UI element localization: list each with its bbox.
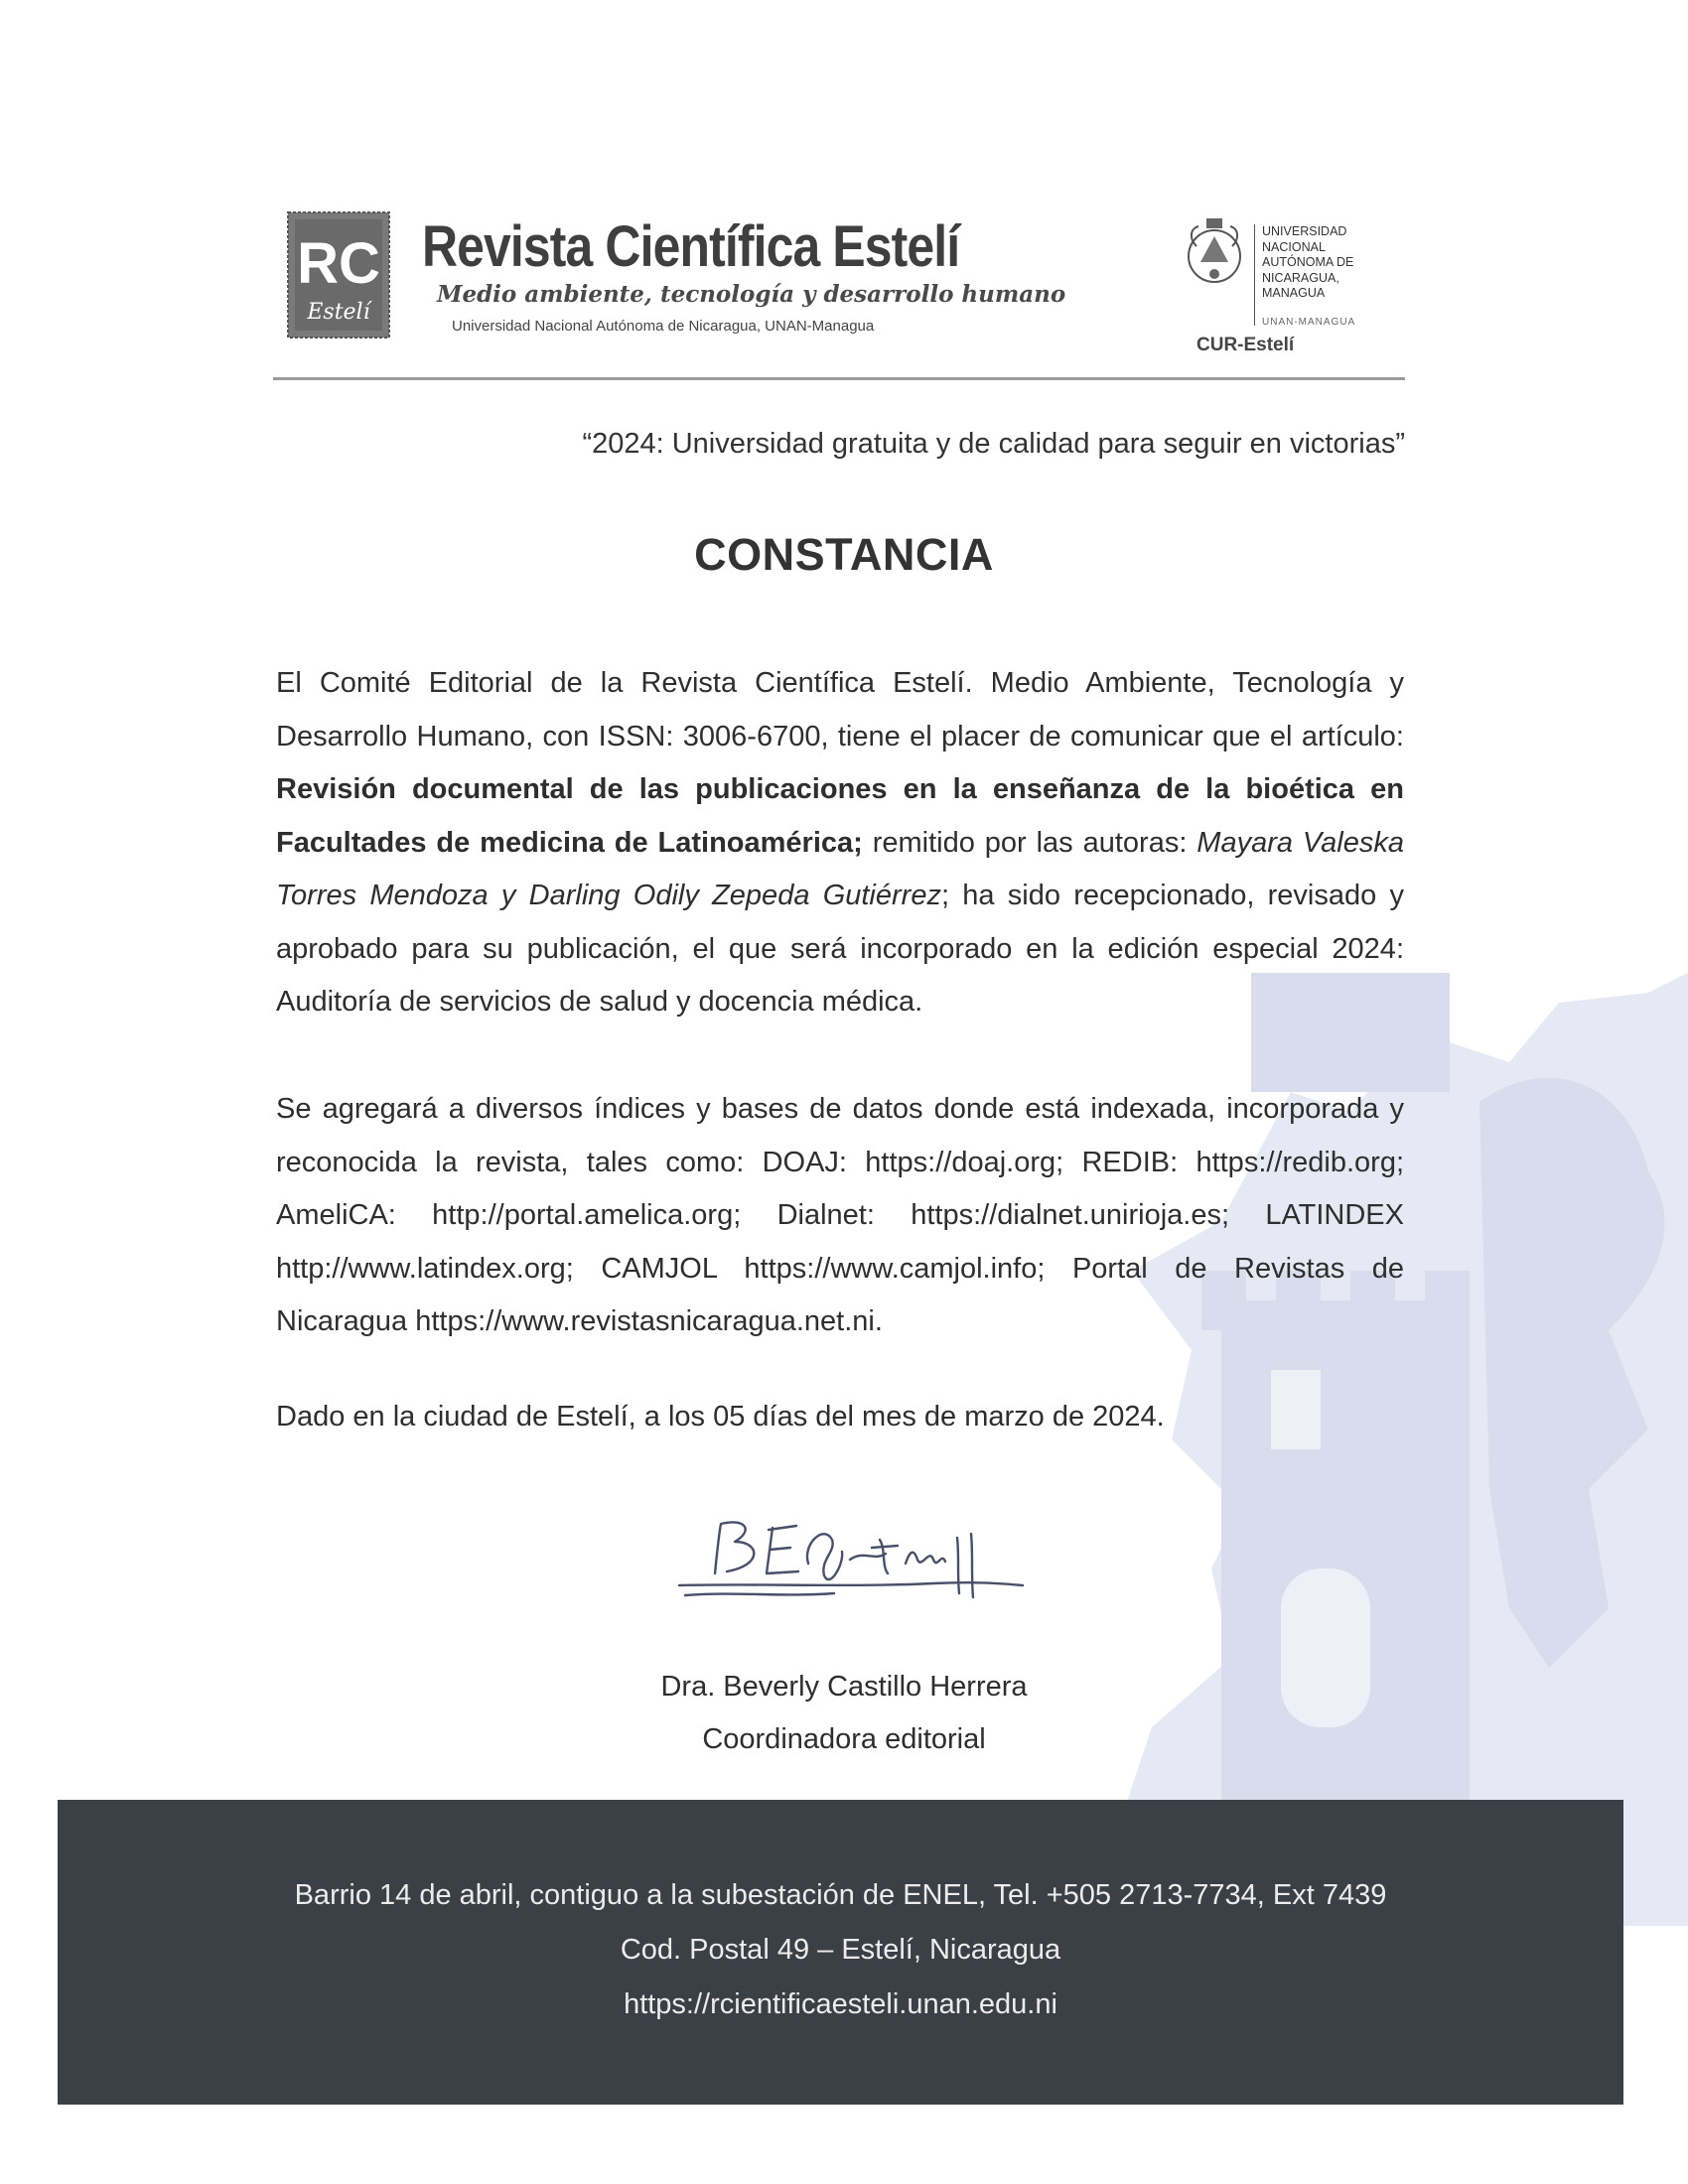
signer-role: Coordinadora editorial <box>702 1723 986 1755</box>
paragraph-end: ; ha sido recepcionado, revisado y aprobado para su publicación, el que será incorporado en la edición especial 2024: Auditoría de servicios de salud y docencia médica. <box>276 880 1404 1018</box>
unan-logo-block <box>1185 208 1403 357</box>
footer-address: Barrio 14 de abril, contiguo a la subestación de ENEL, Tel. +505 2713-7734, Ext 7439 <box>294 1879 1387 1911</box>
unan-name-line: AUTÓNOMA DE <box>1262 255 1354 269</box>
paragraph-mid: remitido por las autoras: <box>862 826 1197 859</box>
rc-logo-image <box>287 211 390 339</box>
logo-letters: RC <box>297 231 380 296</box>
article-title: Revisión documental de las publicaciones en la enseñanza de la bioética en Facultades de medicina de Latinoamérica; <box>276 773 1404 859</box>
unan-name-line: UNIVERSIDAD <box>1262 224 1347 238</box>
letterhead <box>283 204 1405 382</box>
unan-name-line: NICARAGUA, <box>1262 270 1339 285</box>
article-authors: Mayara Valeska Torres Mendoza y Darling Odily Zepeda Gutiérrez <box>276 826 1404 911</box>
body-paragraph-certification <box>276 657 1404 1029</box>
footer-contact-band <box>58 1800 1623 2105</box>
footer-postal: Cod. Postal 49 – Estelí, Nicaragua <box>620 1934 1061 1966</box>
cur-esteli-label: CUR-Estelí <box>1196 335 1295 355</box>
journal-tagline: Medio ambiente, tecnología y desarrollo humano <box>437 281 1066 308</box>
issue-date-line: Dado en la ciudad de Estelí, a los 05 días del mes de marzo de 2024. <box>276 1401 1165 1433</box>
year-motto: “2024: Universidad gratuita y de calidad para seguir en victorias” <box>582 428 1405 460</box>
header-divider <box>273 377 1405 380</box>
journal-university-line: Universidad Nacional Autónoma de Nicaragua, UNAN-Managua <box>452 318 875 335</box>
document-title: CONSTANCIA <box>694 529 994 580</box>
logo-sub: Estelí <box>307 300 370 325</box>
unan-seal-image <box>1185 216 1244 288</box>
footer-url: https://rcientificaesteli.unan.edu.ni <box>624 1988 1057 2020</box>
unan-name <box>1262 224 1391 302</box>
journal-title: Revista Científica Estelí <box>422 214 960 279</box>
body-paragraph-indexing: Se agregará a diversos índices y bases de datos donde está indexada, incorporada y reconocida la revista, tales como: DOAJ: https://doaj.org; REDIB: https://redib.org; AmeliCA: http://portal.amelica.org; Dialnet: https://dialnet.unirioja.es; LATINDEX http://www.latindex.org; CAMJOL https://www.camjol.info; Portal de Revistas de Nicaragua https://www.revistasnicaragua.net.ni. <box>276 1093 1404 1337</box>
handwritten-signature-image <box>675 1504 1033 1613</box>
unan-name-line: NACIONAL <box>1262 239 1326 254</box>
signer-name: Dra. Beverly Castillo Herrera <box>660 1671 1028 1703</box>
unan-divider <box>1254 224 1255 326</box>
unan-short-name: UNAN-MANAGUA <box>1262 317 1356 328</box>
paragraph-intro: El Comité Editorial de la Revista Científica Estelí. Medio Ambiente, Tecnología y Desarrollo Humano, con ISSN: 3006-6700, tiene el placer de comunicar que el artículo: <box>276 667 1404 752</box>
unan-name-line: MANAGUA <box>1262 286 1326 300</box>
